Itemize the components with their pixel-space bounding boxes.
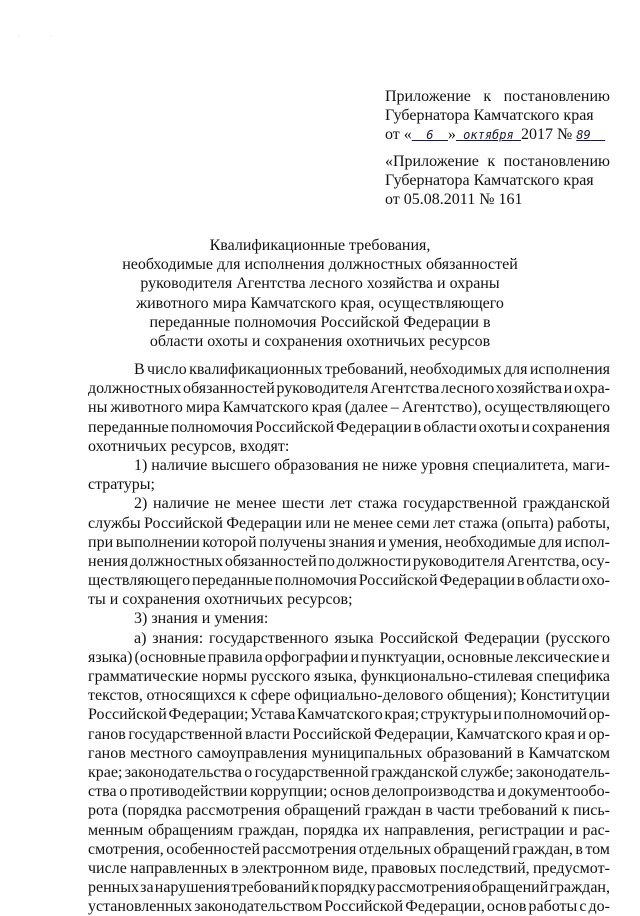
appendix-word: Приложение	[385, 88, 471, 105]
body-line	[88, 514, 610, 533]
body-line	[88, 686, 610, 705]
appendix-word: «Приложение	[385, 153, 479, 170]
body-word: менее	[353, 514, 393, 532]
date-prefix: от «	[385, 126, 412, 143]
date-quote: »	[447, 126, 456, 143]
body-word: обращений	[433, 840, 510, 858]
body-word: и	[497, 783, 506, 801]
body-word: рассмотрения	[376, 879, 471, 897]
body-word: специфика	[536, 668, 610, 685]
body-word: специалитета,	[472, 456, 569, 474]
body-line	[88, 667, 610, 686]
body-word: смотрения,	[88, 840, 164, 858]
body-line	[88, 629, 610, 648]
body-word: требований,	[324, 361, 408, 378]
body-word: а)	[134, 629, 147, 647]
body-word: пунктуации,	[360, 648, 445, 666]
body-word: граждан,	[512, 840, 573, 858]
body-word: переданные	[88, 418, 169, 436]
body-word: нения	[88, 552, 129, 570]
body-word: функционально-стилевая	[360, 668, 533, 685]
body-word: службе;	[460, 763, 514, 781]
body-word: правила	[207, 648, 263, 666]
body-word: необходимых	[409, 361, 502, 378]
body-word: Камчатского	[222, 399, 309, 417]
body-word: отдельных	[358, 840, 432, 858]
body-word: требований	[231, 879, 310, 897]
body-word: ор-	[588, 725, 610, 743]
body-word: граждан,	[238, 821, 299, 839]
body-word: (основные	[134, 648, 206, 666]
body-word: противодействии	[129, 783, 248, 801]
body-word: области	[526, 572, 580, 590]
body-word: Российской	[144, 514, 223, 532]
body-word: направленных	[130, 859, 228, 877]
body-word: Агентство),	[401, 399, 482, 417]
body-word: основ	[330, 783, 370, 801]
body-word: за	[140, 879, 154, 897]
body-word: порядка	[303, 821, 359, 839]
body-word: шести	[281, 495, 325, 513]
body-line	[88, 360, 610, 379]
body-word: Российской	[292, 725, 372, 743]
appendix-header-current	[385, 87, 610, 145]
body-word: обязанностей	[224, 552, 317, 570]
body-word: лет	[330, 495, 353, 513]
body-line	[88, 744, 610, 763]
body-word: государственной	[128, 725, 243, 743]
body-line	[88, 897, 610, 916]
body-word: знания:	[152, 629, 204, 647]
body-word: и	[563, 380, 573, 398]
body-word: документообо-	[508, 783, 610, 801]
appendix-header-original	[385, 152, 610, 209]
body-word: до-	[588, 898, 610, 916]
body-word: обязанностей	[183, 380, 275, 398]
body-word: исполнения	[529, 361, 610, 378]
body-word: обращениям	[148, 821, 234, 839]
body-word: менее	[236, 495, 277, 513]
body-word: 1)	[134, 456, 148, 474]
body-word: в	[516, 744, 525, 762]
body-word: руководителя	[276, 380, 369, 398]
body-word: квалификационных	[189, 361, 323, 378]
body-word: полномочий	[503, 706, 588, 724]
body-word: стажа	[458, 514, 499, 532]
appendix-word: постановлению	[503, 88, 610, 105]
body-word: охо-	[581, 572, 610, 590]
body-word: порядку	[319, 879, 376, 897]
body-word: части	[436, 802, 475, 820]
body-word: Российской	[379, 629, 459, 647]
body-word: выполнении	[115, 533, 200, 551]
body-word: работы	[528, 898, 578, 916]
body-word: крае;	[88, 763, 123, 781]
appendix-header-line: Губернатора Камчатского края	[385, 172, 594, 189]
date-day: 6	[426, 128, 434, 142]
body-word: к	[311, 879, 319, 897]
body-word: Российской	[324, 898, 404, 916]
body-word: высшего	[211, 456, 271, 474]
body-line: ты и сохранения охотничьих ресурсов;	[88, 591, 353, 609]
body-word: законодатель-	[515, 763, 610, 781]
body-word: рота	[88, 802, 119, 820]
body-word: Камчатском	[528, 744, 610, 762]
body-word: и	[601, 648, 610, 666]
body-word: в	[516, 572, 525, 590]
appendix-header-line	[385, 152, 610, 171]
body-word: муниципальных	[311, 744, 423, 762]
body-word: полномочия	[170, 418, 254, 436]
body-word: Федерации	[439, 572, 515, 590]
body-word: Федерации;	[168, 706, 249, 724]
body-word: пись-	[573, 802, 610, 820]
body-word: коррупции;	[249, 783, 328, 801]
body-word: края	[544, 725, 575, 743]
body-word: законодательства	[124, 763, 242, 781]
appendix-header-line: от 05.08.2011 № 161	[385, 191, 523, 208]
body-word: государственного	[209, 629, 329, 647]
body-word: гражданской	[370, 763, 459, 781]
body-word: и	[569, 821, 578, 839]
body-word: и	[377, 533, 387, 551]
body-word: и	[350, 648, 359, 666]
body-word: необходимые	[445, 533, 536, 551]
body-word: ренных	[88, 879, 139, 897]
body-line	[88, 456, 610, 475]
body-word: ниже	[382, 456, 418, 474]
body-line: стратуры;	[88, 476, 155, 494]
body-word: Агентства	[370, 380, 440, 398]
body-word: о	[119, 783, 128, 801]
body-line	[88, 379, 610, 398]
body-word: В	[134, 361, 145, 378]
body-word: обращений	[284, 802, 361, 820]
body-word: Федерации	[336, 418, 412, 436]
body-word: языка)	[88, 648, 133, 666]
body-word: нарушения	[154, 879, 231, 897]
body-word: (порядка	[122, 802, 183, 820]
body-word: мира	[185, 399, 220, 417]
body-word: или	[305, 514, 331, 532]
body-line	[88, 821, 610, 840]
body-word: предусмот-	[532, 859, 610, 877]
body-word: орфографии	[264, 648, 349, 666]
body-word: образований	[426, 744, 513, 762]
body-word: умения,	[388, 533, 443, 551]
body-word: получены	[259, 533, 326, 551]
body-word: Российской	[88, 706, 167, 724]
body-word: в	[230, 859, 239, 877]
body-word: осуществляющего	[484, 399, 610, 417]
body-word: переданные	[191, 572, 273, 590]
body-word: для	[503, 361, 528, 378]
body-word: при	[88, 533, 114, 551]
body-word: к	[561, 802, 570, 820]
body-word: и	[577, 725, 587, 743]
document-title	[80, 236, 560, 351]
body-word: языка,	[313, 668, 357, 685]
body-word: Федерации	[464, 629, 540, 647]
body-word: Конституции	[520, 687, 610, 705]
body-word: не	[362, 456, 379, 474]
scan-mark: · ·	[18, 34, 66, 40]
body-word: и	[521, 418, 530, 436]
body-word: гражданской	[522, 495, 610, 513]
body-word: местного	[130, 744, 193, 762]
body-word: края	[311, 399, 342, 417]
body-line	[88, 398, 610, 417]
body-line	[88, 648, 610, 667]
document-body	[88, 360, 610, 916]
body-word: ор-	[588, 706, 610, 724]
body-word: последствий,	[439, 859, 530, 877]
body-word: работы,	[557, 514, 610, 532]
title-line: руководителя Агентства лесного хозяйства и охраны	[140, 275, 500, 293]
body-line	[88, 418, 610, 437]
body-word: регистрации	[479, 821, 565, 839]
body-word: полномочия	[274, 572, 357, 590]
body-word: направления,	[384, 821, 475, 839]
body-word: края;	[384, 706, 420, 724]
body-word: особенностей	[166, 840, 261, 858]
body-word: государственной	[254, 763, 369, 781]
body-word: –	[390, 399, 399, 417]
body-word: числе	[88, 859, 127, 877]
body-word: основные	[447, 648, 514, 666]
body-word: Российской	[358, 572, 438, 590]
body-word: должностных	[88, 380, 182, 398]
body-word: рассмотрения	[186, 802, 281, 820]
body-word: лесного	[440, 380, 495, 398]
appendix-word: к	[487, 153, 496, 170]
body-line	[88, 552, 610, 571]
body-word: Федерации	[226, 514, 302, 532]
body-word: уровня	[420, 456, 469, 474]
body-word: грамматические	[88, 668, 199, 685]
body-word: Камчатского	[456, 725, 543, 743]
body-word: маги-	[572, 456, 610, 474]
body-word: Федерации,	[405, 898, 485, 916]
body-line	[88, 533, 610, 552]
body-word: и	[493, 706, 502, 724]
body-word: граждан,	[549, 879, 610, 897]
body-word: граждан	[364, 802, 422, 820]
body-word: требований	[478, 802, 558, 820]
body-word: государственной	[403, 495, 518, 513]
body-word: сфере	[250, 687, 291, 705]
body-word: правовых	[371, 859, 437, 877]
body-word: к	[239, 687, 247, 705]
body-word: общения);	[446, 687, 517, 705]
body-word: в	[575, 840, 583, 858]
body-word: том	[585, 840, 610, 858]
body-word: Камчатского	[296, 706, 383, 724]
body-word: относящихся	[146, 687, 236, 705]
body-word: виде,	[332, 859, 368, 877]
body-word: рас-	[582, 821, 610, 839]
body-word: законодательством	[194, 898, 323, 916]
body-line	[88, 859, 610, 878]
body-word: менным	[88, 821, 144, 839]
body-line	[88, 763, 610, 782]
body-word: охра-	[573, 380, 610, 398]
body-word: установленных	[88, 898, 193, 916]
body-line: 3) знания и умения:	[134, 610, 269, 628]
body-word: не	[214, 495, 231, 513]
title-line: животного мира Камчатского края, осуществляющего	[136, 294, 504, 312]
body-word: о	[244, 763, 253, 781]
body-word: по	[318, 552, 335, 570]
body-word: сохранения	[532, 418, 610, 436]
body-word: Агентства,	[506, 552, 580, 570]
body-word: (русского	[545, 629, 610, 647]
body-word: хозяйства	[495, 380, 563, 398]
body-line: охотничьих ресурсов, входят:	[88, 437, 290, 455]
body-word: ществляющего	[88, 572, 191, 590]
body-word: наличие	[151, 456, 208, 474]
body-word: власти	[244, 725, 291, 743]
body-word: обращений	[471, 879, 549, 897]
body-word: текстов,	[88, 687, 143, 705]
body-line	[88, 705, 610, 724]
body-word: ганов	[88, 744, 126, 762]
body-word: лет	[432, 514, 456, 532]
body-line	[88, 801, 610, 820]
body-line	[88, 878, 610, 897]
body-word: в	[425, 802, 433, 820]
body-word: Устава	[250, 706, 296, 724]
body-word: самоуправления	[196, 744, 308, 762]
appendix-date-line	[385, 125, 610, 145]
body-line	[88, 571, 610, 590]
body-word: с	[579, 898, 587, 916]
title-line: Квалификационные требования,	[209, 237, 431, 254]
body-word: знания	[328, 533, 376, 551]
body-word: число	[147, 361, 187, 378]
body-word: Федерации,	[374, 725, 454, 743]
body-line	[88, 494, 610, 513]
body-word: (опыта)	[501, 514, 554, 532]
body-word: охоты	[478, 418, 520, 436]
body-word: электронном	[241, 859, 330, 877]
body-word: 2)	[134, 495, 148, 513]
body-line	[88, 840, 610, 859]
body-word: руководителя	[412, 552, 505, 570]
date-year: 2017 №	[520, 126, 573, 143]
body-word: стажа	[357, 495, 398, 513]
body-word: должности	[336, 552, 412, 570]
appendix-word: постановлению	[503, 153, 610, 170]
body-word: не	[333, 514, 350, 532]
body-word: области	[423, 418, 477, 436]
body-word: языка	[334, 629, 374, 647]
title-line: необходимые для исполнения должностных обязанностей	[122, 256, 518, 274]
body-word: рассмотрения	[262, 840, 357, 858]
body-word: официально-делового	[294, 687, 444, 705]
body-word: делопроизводства	[372, 783, 495, 801]
appendix-header-line	[385, 87, 610, 106]
body-word: образования	[274, 456, 359, 474]
body-line	[88, 782, 610, 801]
body-word: структуры	[420, 706, 492, 724]
body-line	[88, 725, 610, 744]
body-word: осу-	[581, 552, 610, 570]
body-word: русского	[250, 668, 311, 685]
body-word: (далее	[344, 399, 388, 417]
body-word: ганов	[88, 725, 126, 743]
body-word: их	[362, 821, 380, 839]
title-line: области охоты и сохранения охотничьих ресурсов	[149, 333, 491, 351]
appendix-header-line: Губернатора Камчатского края	[385, 107, 594, 124]
date-month: октября	[463, 128, 514, 142]
body-word: должностных	[129, 552, 224, 570]
body-word: которой	[202, 533, 257, 551]
title-line: переданные полномочия Российской Федерации в	[149, 313, 491, 331]
body-word: ны	[88, 399, 108, 417]
body-word: испол-	[564, 533, 610, 551]
body-word: семи	[396, 514, 430, 532]
body-word: лексические	[515, 648, 600, 666]
body-word: основ	[486, 898, 527, 916]
body-word: животного	[110, 399, 183, 417]
body-word: наличие	[153, 495, 210, 513]
appendix-word: к	[483, 88, 492, 105]
body-word: ства	[88, 783, 117, 801]
body-word: в	[413, 418, 422, 436]
document-number: 89	[576, 128, 591, 142]
body-word: Российской	[255, 418, 335, 436]
body-word: службы	[88, 514, 141, 532]
body-word: нормы	[201, 668, 248, 685]
body-word: для	[538, 533, 562, 551]
